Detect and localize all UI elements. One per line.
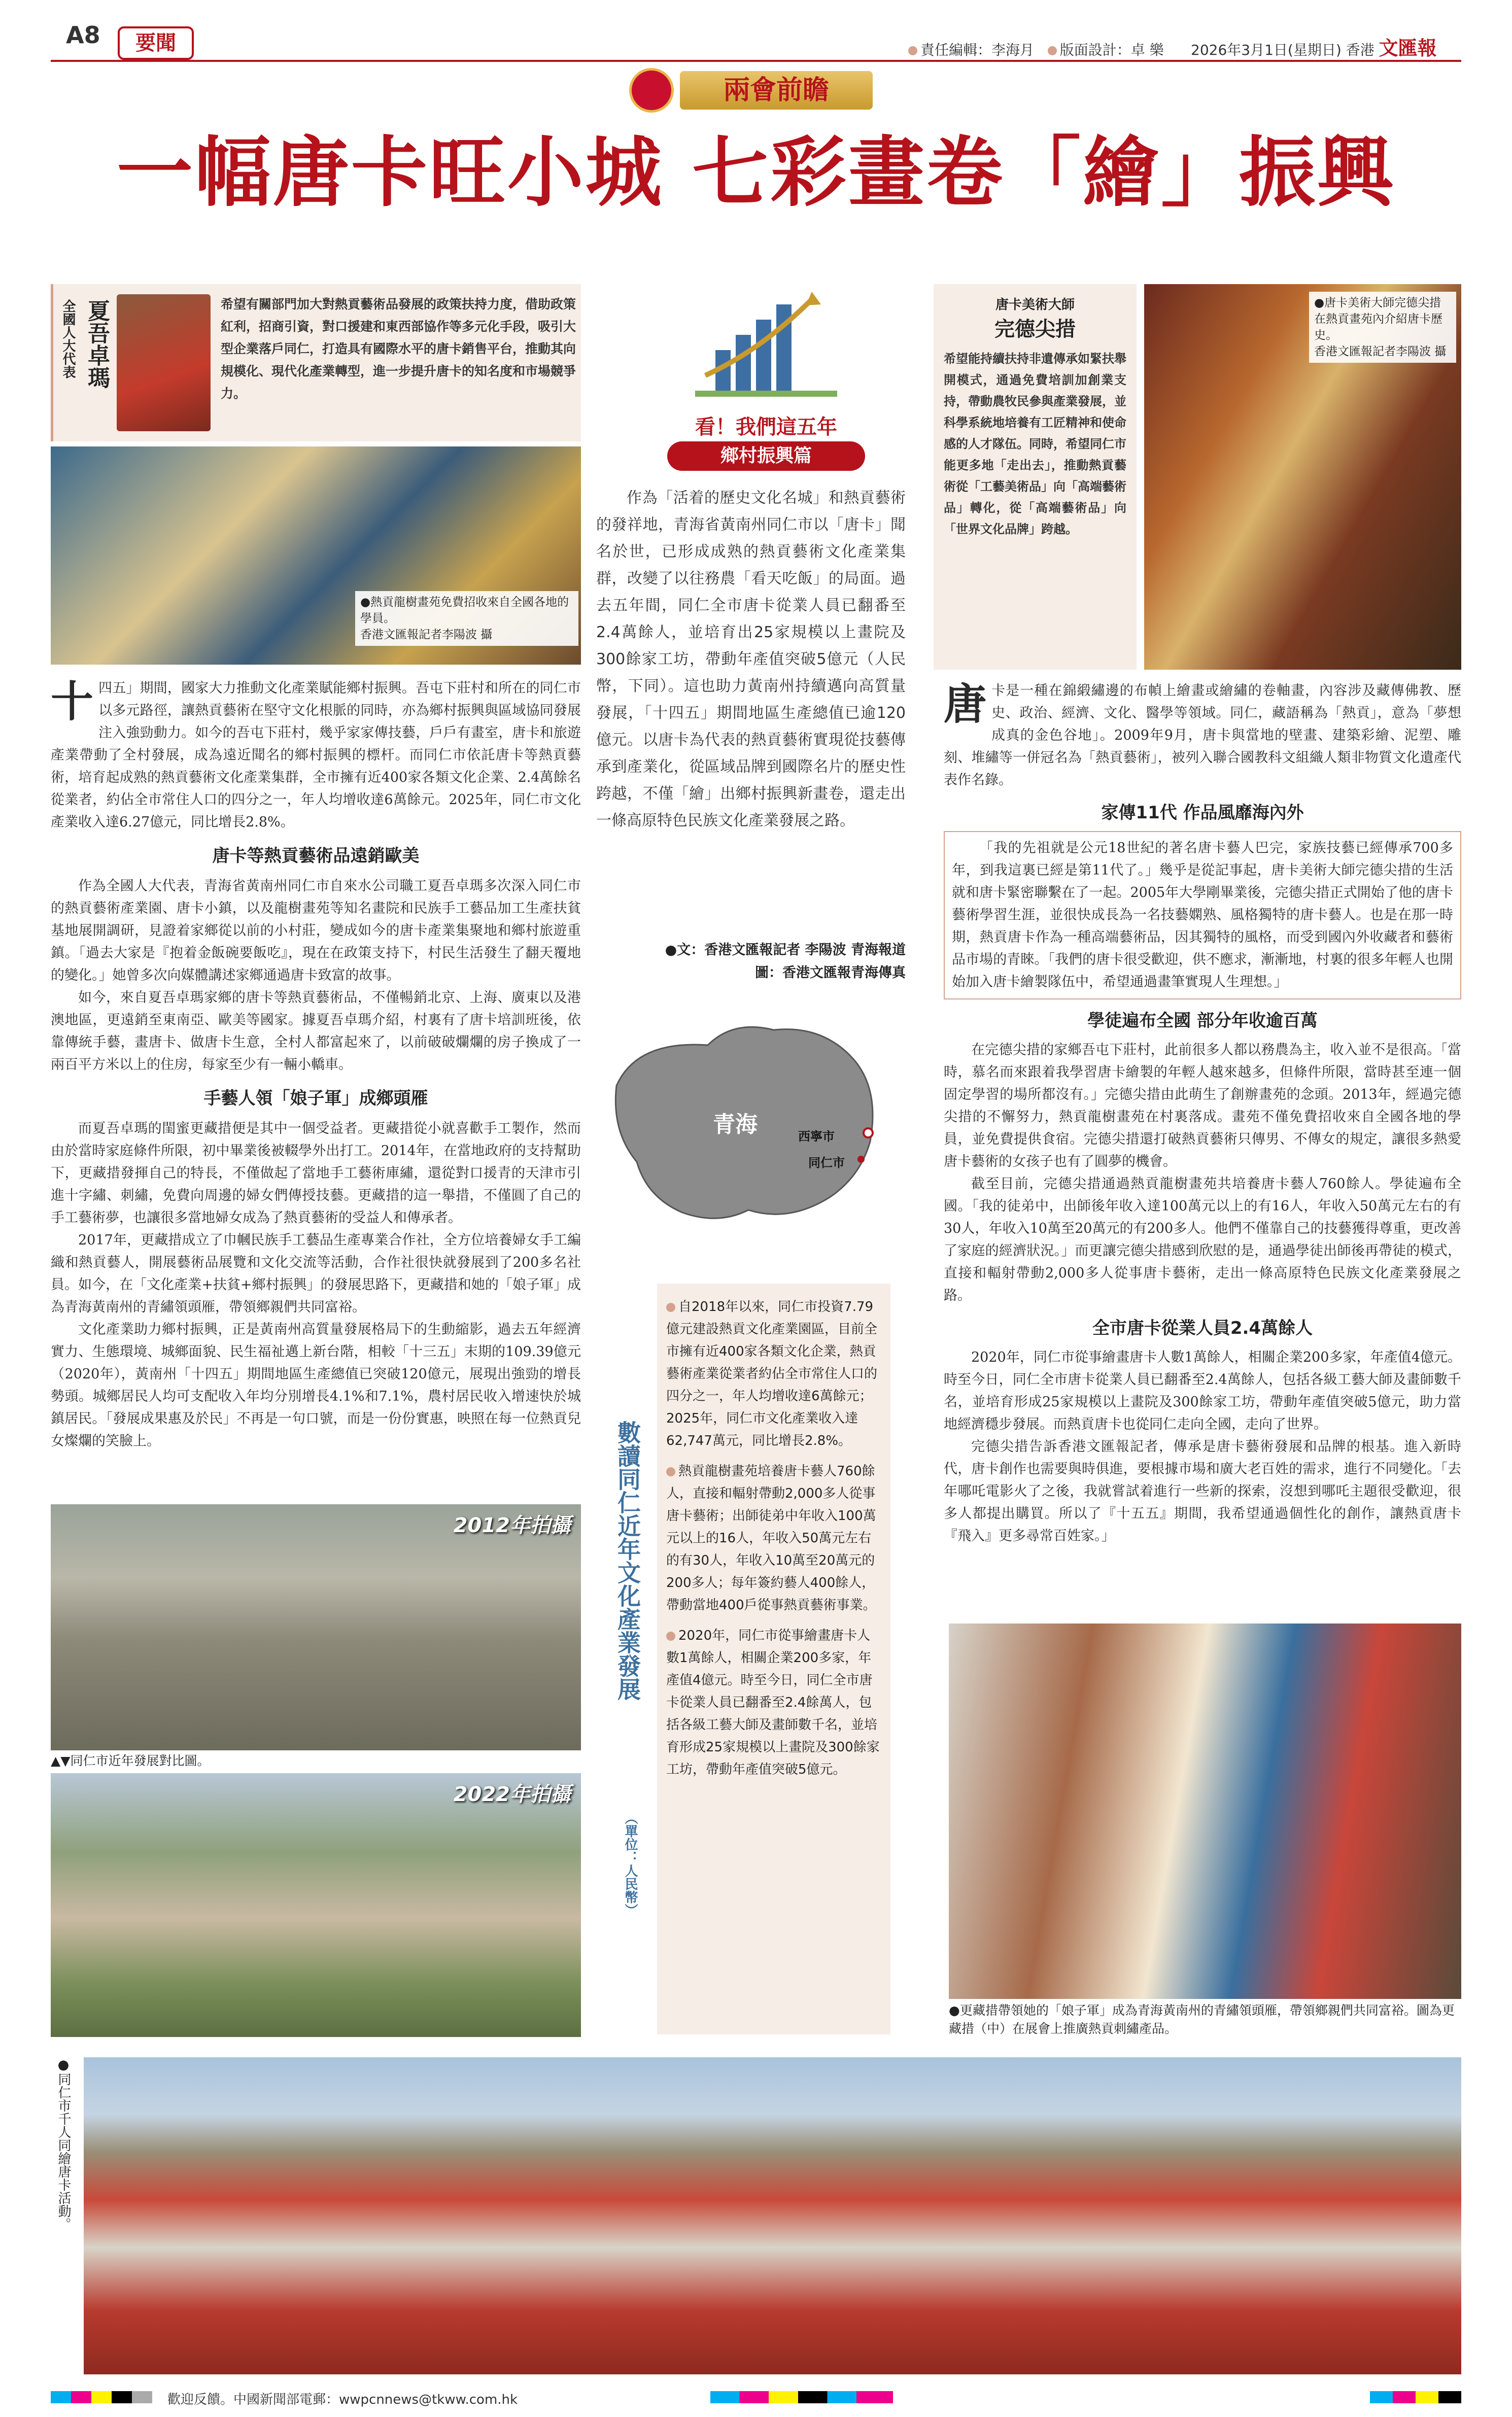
tongren-2022-photo (51, 1773, 581, 2037)
lead-text: 作為「活着的歷史文化名城」和熱貢藝術的發祥地，青海省黃南州同仁市以「唐卡」聞名於世，已形成成熟的熱貢藝術文化產業集群，改變了以往務農「看天吃飯」的局面。過去五年間，同仁全市唐卡從業人員已翻番至2.4萬餘人，並培育出25家規模以上畫院及300餘家工坊，帶動年產值突破5億元（人民幣，下同）。這也助力黃南州持續邁向高質量發展，「十四五」期間地區生產總值已逾120億元。以唐卡為代表的熱貢藝術實現從技藝傳承到產業化，從區域品牌到國際名片的歷史性跨越，不僅「繪」出鄉村振興新畫卷，還走出一條高原特色民族文化產業發展之路。 (596, 489, 906, 830)
paper-prefix: 香港 (1346, 42, 1374, 58)
tongren-2012-photo (51, 1504, 581, 1750)
map-city2-label: 同仁市 (808, 1156, 845, 1170)
left-p3: 如今，來自夏吾卓瑪家鄉的唐卡等熱貢藝術品，不僅暢銷北京、上海、廣東以及港澳地區，更遠銷至東南亞、歐美等國家。據夏吾卓瑪介紹，村裏有了唐卡培訓班後，依靠傳統手藝，畫唐卡、做唐卡生意，全村人都富起來了，以前破破爛爛的房子換成了一兩百平方米以上的住房，每家至少有一輛小轎車。 (51, 990, 581, 1073)
right-p3: 在完德尖措的家鄉吾屯下莊村，此前很多人都以務農為主，收入並不是很高。「當時，慕名而來跟着我學習唐卡繪製的年輕人越來越多，但條件所限，當時甚至連一個固定學習的場所都沒有。」完德尖措由此萌生了創辦畫苑的念頭。2013年，經過完德尖措的不懈努力，熱貢龍樹畫苑在村裏落成。畫苑不僅免費招收來自全國各地的學員，並免費提供食宿。完德尖措還打破熱貢藝術只傳男、不傳女的規定，讓很多熱愛唐卡藝術的女孩子也有了圓夢的機會。 (944, 1042, 1461, 1169)
header-rule (51, 60, 1461, 62)
color-swatches-mid (710, 2391, 893, 2403)
page-number: A8 (66, 21, 100, 49)
left-p6: 文化產業助力鄉村振興，正是黃南州高質量發展格局下的生動縮影，過去五年經濟實力、生態環境、城鄉面貌、民生福祉邁上新台階，相較「十三五」末期的109.39億元（2020年），黃南州「十四五」期間地區生產總值已突破120億元，展現出強勁的增長勢頭。城鄉居民人均可支配收入年均分別增長4.1%和7.1%，農村居民收入增速快於城鎮居民。「發展成果惠及於民」不再是一句口號，而是一份份實惠，映照在每一位熱貢兒女燦爛的笑臉上。 (51, 1322, 581, 1449)
paper-name: 文匯報 (1379, 37, 1437, 59)
expo-photo-caption: ●更藏措帶領她的「娘子軍」成為青海黃南州的青繡領頭雁，帶領鄉親們共同富裕。圖為更藏措（中）在展會上推廣熱貢刺繡產品。 (949, 2003, 1455, 2036)
stats-box (657, 1284, 890, 2034)
stats-panel (606, 1284, 896, 2034)
right-p2: 「我的先祖就是公元18世紀的著名唐卡藝人巴完，家族技藝已經傳承700多年，到我這裏已經是第11代了。」幾乎是從記事起，唐卡美術大師完德尖措的生活就和唐卡緊密聯繫在了一起。2005年大學剛畢業後，完德尖措正式開始了他的唐卡藝術學習生涯，並很快成長為一名技藝嫻熟、風格獨特的唐卡藝人。也是在那一時期，熱貢唐卡作為一種高端藝術品，因其獨特的風格，而受到國內外收藏者和藝術品市場的青睞。「我們的唐卡很受歡迎，供不應求，漸漸地，村裏的很多年輕人也開始加入唐卡繪製隊伍中，希望通過畫筆實現人生理想。」 (952, 840, 1453, 990)
deputy-quote: 希望有關部門加大對熱貢藝術品發展的政策扶持力度，借助政策紅利，招商引資，對口援建和東西部協作等多元化手段，吸引大型企業落戶同仁，打造具有國際水平的唐卡銷售平台，推動其向規模化、現代化產業轉型，進一步提升唐卡的知名度和市場競爭力。 (221, 297, 576, 401)
stat-item-text: 自2018年以來，同仁市投資7.79億元建設熱貢文化產業園區，目前全市擁有近400家各類文化企業，熱貢藝術產業從業者約佔全市常住人口的四分之一，年人均增收達6萬餘元；2025年，同仁市文化產業收入達62,747萬元，同比增長2.8%。 (666, 1299, 878, 1448)
deputy-name: 夏吾卓瑪 (84, 299, 110, 389)
master-name: 完德尖措 (994, 317, 1076, 341)
right-p5: 2020年，同仁市從事繪畫唐卡人數1萬餘人，相關企業200多家，年產值4億元。時至今日，同仁全市唐卡從業人員已翻番至2.4萬餘人，包括各級工藝大師及畫師數千名，並培育形成25家規模以上畫院及300餘家工坊，帶動年產值突破5億元，助力當地經濟穩步發展。而熱貢唐卡也從同仁走向全國，走向了世界。 (944, 1350, 1461, 1432)
right-sub1: 家傳11代 作品風靡海內外 (1101, 803, 1304, 823)
stat-item-text: 熱貢龍樹畫苑培養唐卡藝人760餘人，直接和輻射帶動2,000多人從事唐卡藝術；出師徒弟中年收入100萬元以上的16人，年收入50萬元左右的有30人，年收入10萬至20萬元的200多人；每年簽約藝人400餘人，帶動當地400戶從事熱貢藝術事業。 (666, 1464, 876, 1613)
master-photo-caption: ●唐卡美術大師完德尖措在熱貢畫苑內介紹唐卡歷史。 香港文匯報記者李陽波 攝 (1309, 292, 1456, 363)
deputy-role: 全國人大代表 (60, 299, 76, 378)
embroidery-expo-photo (949, 1624, 1461, 1999)
master-quote-box (934, 284, 1137, 670)
bullet-icon (1048, 46, 1057, 55)
right-p1: 卡是一種在錦緞繡邊的布幀上繪畫或繪繡的卷軸畫，內容涉及藏傳佛教、歷史、政治、經濟、文化、醫學等領域。同仁，藏語稱為「熱貢」，意為「夢想成真的金色谷地」。2009年9月，唐卡與當地的壁畫、建築彩繪、泥塑、雕刻、堆繡等一併冠名為「熱貢藝術」，被列入聯合國教科文組織人類非物質文化遺產代表作名錄。 (944, 683, 1461, 788)
photo-2012-label: 2012年拍攝 (453, 1514, 571, 1537)
stat-item-text: 2020年，同仁市從事繪畫唐卡人數1萬餘人，相關企業200多家，年產值4億元。時至今日，同仁全市唐卡從業人員已翻番至2.4餘萬人，包括各級工藝大師及畫師數千名，並培育形成25家規模以上畫院及300餘家工坊，帶動年產值突破5億元。 (666, 1628, 880, 1777)
compare-caption: ▲▼同仁市近年發展對比圖。 (51, 1753, 210, 1768)
photo-2022-label: 2022年拍攝 (453, 1783, 571, 1806)
right-p4: 截至目前，完德尖措通過熱貢龍樹畫苑共培養唐卡藝人760餘人。學徒遍布全國。「我的徒弟中，出師後年收入達100萬元以上的有16人，年收入50萬元左右的有30人，年收入10萬至20萬元的有200多人。他們不僅靠自己的技藝獲得尊重，更改善了家庭的經濟狀況。」而更讓完德尖措感到欣慰的是，通過學徒出師後再帶徒的模式，直接和輻射帶動2,000多人從事唐卡藝術，走出一條高原特色民族文化產業發展之路。 (944, 1176, 1461, 1303)
footer-text: 歡迎反饋。中國新聞部電郵：wwpcnnews@tkww.com.hk (167, 2392, 518, 2407)
right-sub2: 學徒遍布全國 部分年收逾百萬 (1087, 1011, 1318, 1031)
issue-date: 2026年3月1日(星期日) (1191, 42, 1342, 58)
bullet-icon (666, 1632, 675, 1641)
color-swatches-left (51, 2391, 152, 2403)
topic-banner (629, 65, 883, 116)
designer-credit: 版面設計：卓 樂 (1059, 42, 1164, 58)
left-p2: 作為全國人大代表，青海省黃南州同仁市自來水公司職工夏吾卓瑪多次深入同仁市的熱貢藝術產業園、唐卡小鎮，以及龍樹畫苑等知名畫院和民族手工藝品加工生產扶貧基地展開調研，見證着家鄉從以前的小村莊，變成如今的唐卡產業集聚地和鄉村旅遊重鎮。「過去大家是『抱着金飯碗要飯吃』，現在在政策支持下，村民生活發生了翻天覆地的變化。」她曾多次向媒體講述家鄉通過唐卡致富的故事。 (51, 878, 581, 983)
right-column-text (944, 680, 1461, 1547)
header-credits (908, 32, 1437, 60)
banner-label: 兩會前瞻 (680, 71, 873, 110)
stats-title: 數讀同仁近年文化產業發展 (614, 1421, 641, 1701)
map-city1-marker (863, 1127, 874, 1138)
bottom-caption: ●同仁市千人同繪唐卡活動。 (56, 2057, 71, 2231)
master-quote: 希望能持續扶持非遺傳承如緊扶舉開模式，通過免費培訓加創業支持，帶動農牧民參與產業發展，並科學系統地培養有工匠精神和使命感的人才隊伍。同時，希望同仁市能更多地「走出去」，推動熱貢藝術從「工藝美術品」向「高端藝術品」轉化，從「高端藝術品」向「世界文化品牌」跨越。 (944, 351, 1126, 536)
bullet-icon (666, 1467, 675, 1476)
stat-item (666, 1460, 881, 1616)
master-label: 唐卡美術大師 (995, 297, 1075, 313)
map-city2-marker (857, 1156, 865, 1163)
emblem-icon (629, 68, 674, 113)
left-p1: 四五」期間，國家大力推動文化產業賦能鄉村振興。吾屯下莊村和所在的同仁市以多元路徑，讓熱貢藝術在堅守文化根脈的同時，亦為鄉村振興與區域協同發展注入強勁動力。如今的吾屯下莊村，幾乎家家傳技藝，戶戶有畫室，唐卡和旅遊產業帶動了全村發展，成為遠近聞名的鄉村振興的標杆。而同仁市依託唐卡等熱貢藝術，培育起成熟的熱貢藝術文化產業集群，全市擁有近400家各類文化企業、2.4萬餘名從業者，約佔全市常住人口的四分之一，年人均增收達6萬餘元。2025年，同仁市文化產業收入達6.27億元，同比增長2.8%。 (51, 680, 581, 830)
qinghai-map (606, 1010, 890, 1233)
series-subtitle: 鄉村振興篇 (667, 441, 865, 471)
right-sub3: 全市唐卡從業人員2.4萬餘人 (1092, 1318, 1313, 1338)
deputy-portrait (117, 294, 211, 431)
deputy-quote-box (51, 284, 581, 441)
series-logo (685, 289, 847, 406)
editor-credit: 責任編輯：李海月 (920, 42, 1035, 58)
left-sub1: 唐卡等熱貢藝術品遠銷歐美 (212, 846, 420, 866)
dropcap-tang: 唐 (944, 679, 987, 729)
stats-unit: （單位：人民幣） (623, 1811, 638, 1917)
byline-photo: 圖：香港文匯報青海傳真 (755, 965, 906, 981)
bullet-icon (666, 1303, 675, 1312)
color-swatches-right (1370, 2391, 1461, 2403)
right-p6: 完德尖措告訴香港文匯報記者，傳承是唐卡藝術發展和品牌的根基。進入新時代，唐卡創作也需要與時俱進，要根據市場和廣大老百姓的需求，進行不同變化。「去年哪吒電影火了之後，我就嘗試着進行一些新的探索，沒想到哪吒主題很受歡迎，很多人都提出購買。所以了『十五五』期間，我希望通過個性化的創作，讓熱貢唐卡『飛入』更多尋常百姓家。」 (944, 1439, 1461, 1544)
footer-bar (51, 2387, 1461, 2407)
stat-item (666, 1296, 881, 1452)
dropcap-shi: 十 (51, 676, 94, 727)
growth-chart-icon (685, 289, 847, 406)
left-p5: 2017年，更藏措成立了巾幗民族手工藝品生產專業合作社，全方位培養婦女手工編織和熱貢藝人，開展藝術品展覽和文化交流等活動，合作社很快就發展到了200多名社員。如今，在「文化產業+扶貧+鄉村振興」的發展思路下，更藏措和她的「娘子軍」成為青海黃南州的青繡領頭雁，帶領鄉親們共同富裕。 (51, 1232, 581, 1315)
section-tag: 要聞 (118, 26, 194, 60)
stat-item (666, 1625, 881, 1781)
bullet-icon (908, 46, 917, 55)
map-region-label: 青海 (713, 1112, 758, 1137)
left-p4: 而夏吾卓瑪的閨蜜更藏措便是其中一個受益者。更藏措從小就喜歡手工製作，然而由於當時家庭條件所限，初中畢業後被輟學外出打工。2014年，在當地政府的支持幫助下，更藏措發揮自己的特長，不僅做起了當地手工藝術庫繡，還從對口援青的天津市引進十字繡、刺繡，免費向周邊的婦女們傳授技藝。更藏措的這一舉措，不僅圓了自己的手工藝術夢，也讓很多當地婦女成為了熱貢藝術的受益人和傳承者。 (51, 1121, 581, 1226)
map-city1-label: 西寧市 (798, 1129, 835, 1144)
left-sub2: 手藝人領「娘子軍」成鄉頭雁 (203, 1088, 428, 1109)
byline-reporter: ●文：香港文匯報記者 李陽波 青海報道 (665, 942, 906, 958)
mass-painting-photo (84, 2057, 1461, 2374)
headline: 一幅唐卡旺小城 七彩畫卷「繪」振興 (116, 128, 1396, 217)
left-column-text (51, 677, 581, 1453)
photo1-caption: ●熱貢龍樹畫苑免費招收來自全國各地的學員。 香港文匯報記者李陽波 攝 (355, 591, 578, 646)
series-title: 看！我們這五年 (695, 416, 837, 439)
